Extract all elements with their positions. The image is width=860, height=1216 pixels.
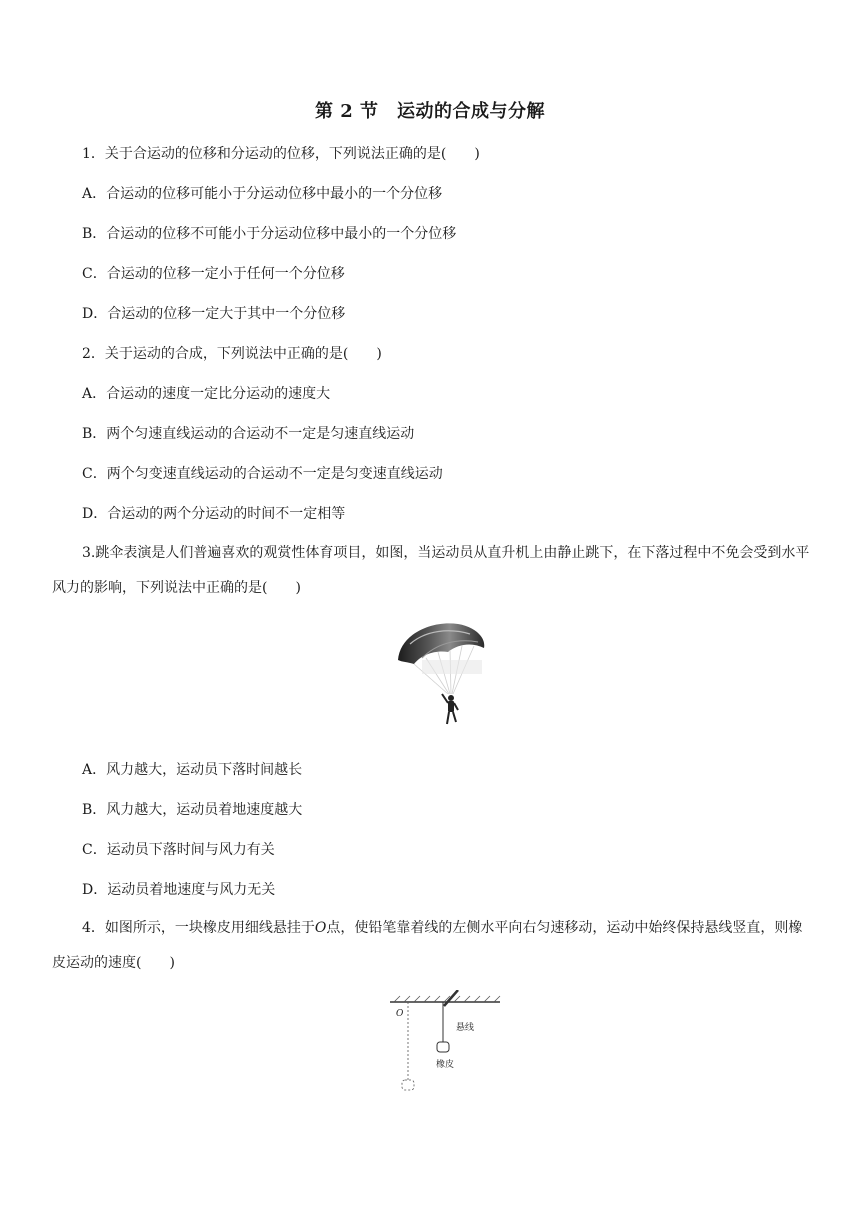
skydiver	[442, 694, 458, 724]
q1-option-b: B．合运动的位移不可能小于分运动位移中最小的一个分位移	[82, 226, 457, 242]
eraser-label: 橡皮	[436, 1060, 455, 1070]
q2-stem: 2．关于运动的合成，下列说法中正确的是( )	[82, 346, 382, 362]
pencil	[444, 990, 458, 1006]
eraser-string-figure	[388, 990, 508, 1094]
initial-eraser-dashed	[402, 1080, 414, 1090]
q3-stem: 3.跳伞表演是人们普遍喜欢的观赏性体育项目，如图，当运动员从直升机上由静止跳下，在下落过程中不免会受到水平风力的影响，下列说法中正确的是( )	[52, 545, 810, 596]
q1-option-d: D．合运动的位移一定大于其中一个分位移	[82, 306, 346, 322]
q1-stem: 1．关于合运动的位移和分运动的位移，下列说法正确的是( )	[82, 146, 480, 162]
page-title: 第 2 节 运动的合成与分解	[314, 101, 546, 122]
q4-point-label: O	[314, 920, 327, 936]
q3-option-c: C．运动员下落时间与风力有关	[82, 842, 275, 858]
q1-option-a: A．合运动的位移可能小于分运动位移中最小的一个分位移	[82, 186, 443, 202]
q1-option-c: C．合运动的位移一定小于任何一个分位移	[82, 266, 345, 282]
parachute-canopy	[398, 623, 484, 664]
eraser	[437, 1042, 449, 1052]
q3-option-b: B．风力越大，运动员着地速度越大	[82, 802, 303, 818]
q2-option-c: C．两个匀变速直线运动的合运动不一定是匀变速直线运动	[82, 466, 443, 482]
ceiling-support	[390, 996, 500, 1002]
q4-stem	[52, 911, 810, 981]
q4-stem-before: 4．如图所示，一块橡皮用细线悬挂于	[82, 920, 315, 936]
q3-option-d: D．运动员着地速度与风力无关	[82, 882, 276, 898]
q2-option-b: B．两个匀速直线运动的合运动不一定是匀速直线运动	[82, 426, 415, 442]
point-o-label: O	[396, 1009, 404, 1019]
parachutist-figure	[392, 614, 492, 728]
q2-option-a: A．合运动的速度一定比分运动的速度大	[82, 386, 331, 402]
q2-option-d: D．合运动的两个分运动的时间不一定相等	[82, 506, 346, 522]
q4-stem-after: 点，使铅笔靠着线的左侧水平向右匀速移动，运动中始终保持悬线竖直，则橡皮运动的速度( )	[52, 920, 803, 971]
string-label: 悬线	[456, 1023, 475, 1033]
q3-option-a: A．风力越大，运动员下落时间越长	[82, 762, 303, 778]
